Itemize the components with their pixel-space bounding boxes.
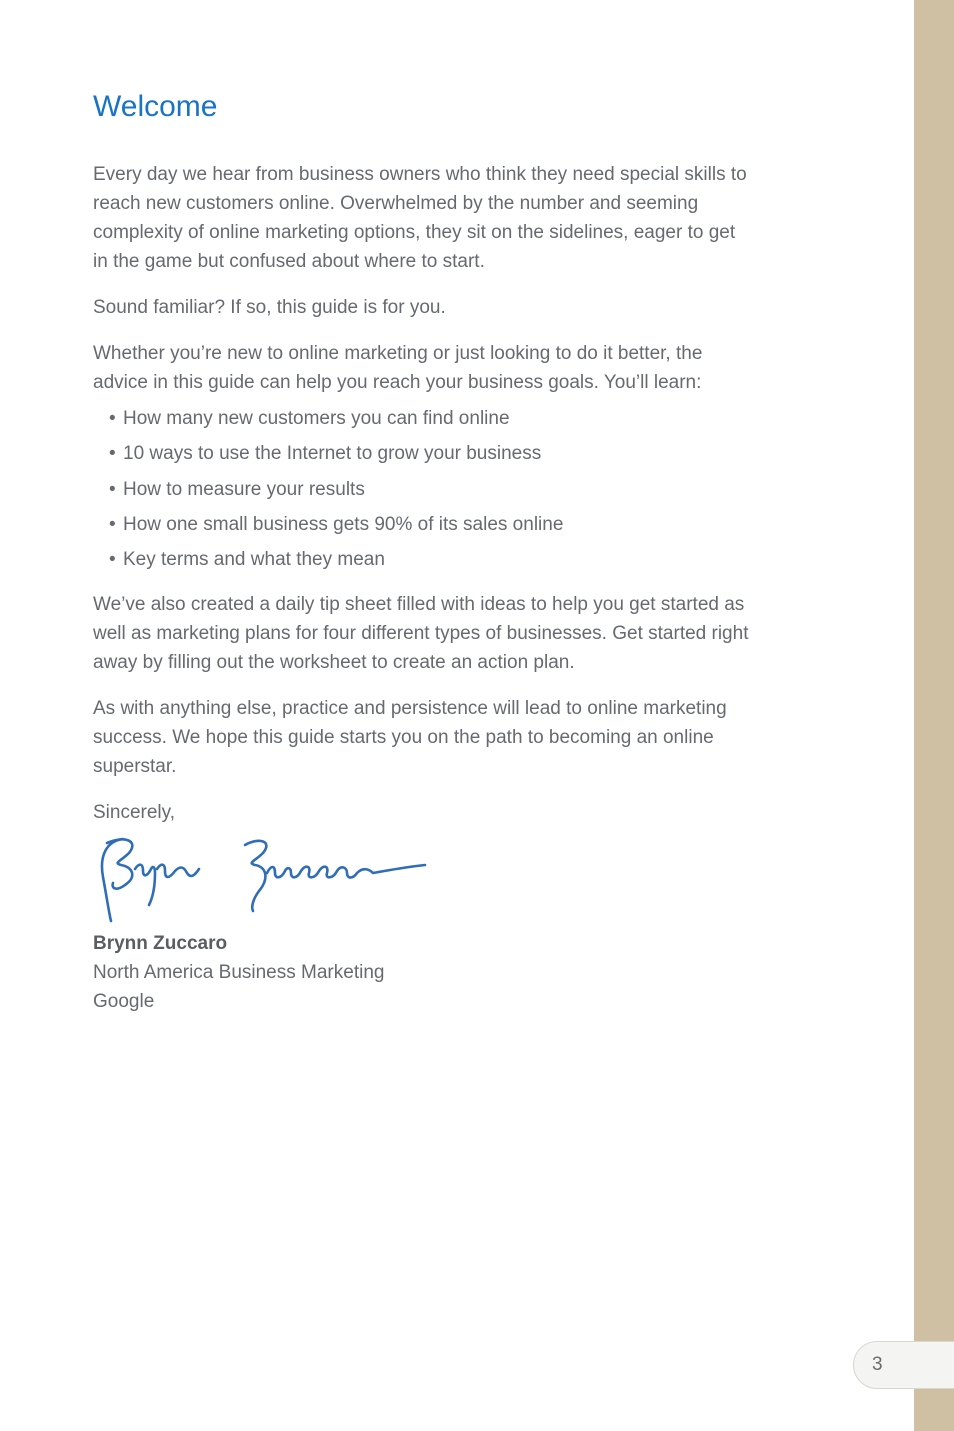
list-item: • How many new customers you can find online [109,406,753,431]
learn-list [93,406,753,572]
page-number: 3 [872,1354,883,1375]
intro-paragraph: Every day we hear from business owners who think they need special skills to reach new customers online. Overwhelmed by the number and seeming complexity of online marketing options, they sit on the sidelines, eager to get in the game but confused about where to start. [93,164,747,272]
handwritten-signature [95,833,435,925]
persistence-paragraph: As with anything else, practice and persistence will lead to online marketing success. We hope this guide starts you on the path to becoming an online superstar. [93,698,727,778]
page-title: Welcome [93,90,218,123]
list-item: • 10 ways to use the Internet to grow your business [109,441,753,466]
list-item: • Key terms and what they mean [109,547,753,572]
closing-salutation: Sincerely, [93,802,176,824]
signer-role: North America Business Marketing [93,962,385,984]
list-item: • How to measure your results [109,477,753,502]
signer-name: Brynn Zuccaro [93,933,228,955]
page-number-tab [853,1341,954,1389]
signer-block [93,929,753,1016]
learn-intro-paragraph: Whether you’re new to online marketing or just looking to do it better, the advice in this guide can help you reach your business goals. You’ll learn: [93,343,703,393]
side-color-band [914,0,954,1431]
letter-content [93,88,753,1016]
signer-company: Google [93,991,155,1013]
tip-sheet-paragraph: We’ve also created a daily tip sheet filled with ideas to help you get started as well as marketing plans for four different types of businesses. Get started right away by filling out the worksheet to create an action plan. [93,594,749,674]
familiar-paragraph: Sound familiar? If so, this guide is for you. [93,297,446,318]
list-item: • How one small business gets 90% of its sales online [109,512,753,537]
